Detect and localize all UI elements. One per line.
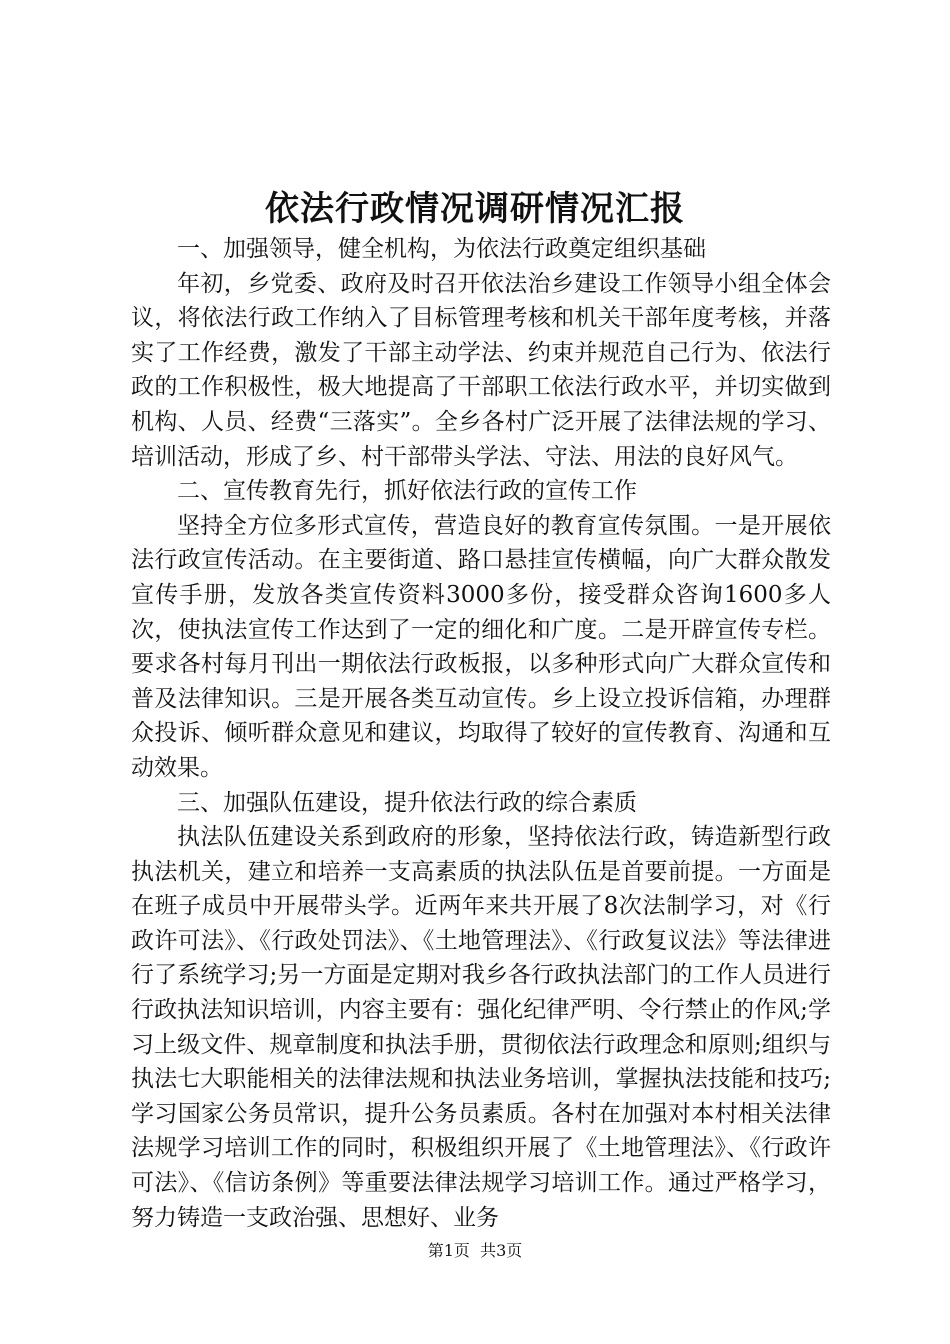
body-paragraph: 年初，乡党委、政府及时召开依法治乡建设工作领导小组全体会议，将依法行政工作纳入了目标管理考核和机关干部年度考核，并落实了工作经费，激发了干部主动学法、约束并规范自己行为、依法行政的工作积极性，极大地提高了干部职工依法行政水平，并切实做到机构、人员、经费“三落实”。全乡各村广泛开展了法律法规的学习、培训活动，形成了乡、村干部带头学法、守法、用法的良好风气。 <box>131 270 831 470</box>
body-paragraph: 执法队伍建设关系到政府的形象，坚持依法行政，铸造新型行政执法机关，建立和培养一支高素质的执法队伍是首要前提。一方面是在班子成员中开展带头学。近两年来共开展了8次法制学习，对《行政许可法》、《行政处罚法》、《土地管理法》、《行政复议法》等法律进行了系统学习;另一方面是定期对我乡各行政执法部门的工作人员进行行政执法知识培训，内容主要有：强化纪律严明、令行禁止的作风;学习上级文件、规章制度和执法手册，贯彻依法行政理念和原则;组织与执法七大职能相关的法律法规和执法业务培训，掌握执法技能和技巧;学习国家公务员常识，提升公务员素质。各村在加强对本村相关法律法规学习培训工作的同时，积极组织开展了《土地管理法》、《行政许可法》、《信访条例》等重要法律法规学习培训工作。通过严格学习，努力铸造一支政治强、思想好、业务 <box>131 824 831 1231</box>
section-heading: 一、加强领导，健全机构，为依法行政奠定组织基础 <box>177 236 706 262</box>
document-title: 依法行政情况调研情况汇报 <box>265 189 685 229</box>
page-number: 第1页 <box>427 1241 470 1260</box>
page-footer <box>0 1241 950 1261</box>
section-heading: 二、宣传教育先行，抓好依法行政的宣传工作 <box>177 478 637 505</box>
page-total: 共3页 <box>480 1241 523 1260</box>
section-heading: 三、加强队伍建设，提升依法行政的综合素质 <box>177 789 637 816</box>
document-body <box>131 232 831 1235</box>
body-paragraph: 坚持全方位多形式宣传，营造良好的教育宣传氛围。一是开展依法行政宣传活动。在主要街道、路口悬挂宣传横幅，向广大群众散发宣传手册，发放各类宣传资料3000多份，接受群众咨询1600多人次，使执法宣传工作达到了一定的细化和广度。二是开辟宣传专栏。要求各村每月刊出一期依法行政板报，以多种形式向广大群众宣传和普及法律知识。三是开展各类互动宣传。乡上设立投诉信箱，办理群众投诉、倾听群众意见和建议，均取得了较好的宣传教育、沟通和互动效果。 <box>131 512 831 781</box>
